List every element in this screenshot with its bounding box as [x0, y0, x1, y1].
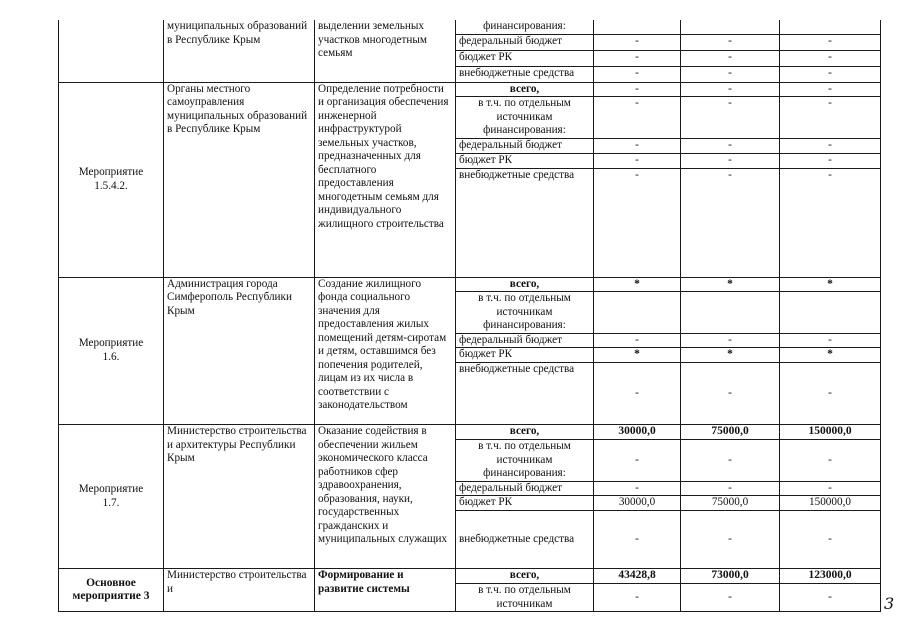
executor-cell: Министерство строительства и	[164, 569, 315, 612]
value-cell: -	[681, 97, 780, 139]
source-label: в т.ч. по отдельным источникам финансирования:	[456, 440, 594, 482]
measure-label: Мероприятие	[78, 337, 144, 350]
source-label: бюджет РК	[456, 50, 594, 66]
value-cell: 75000,0	[681, 496, 780, 511]
value-cell: -	[594, 138, 681, 153]
value-cell: -	[780, 481, 881, 496]
value-cell	[780, 292, 881, 334]
value-cell: -	[681, 363, 780, 425]
source-label: бюджет РК	[456, 496, 594, 511]
value-cell: *	[780, 277, 881, 292]
value-cell: -	[594, 511, 681, 569]
value-cell: -	[681, 584, 780, 612]
value-cell	[681, 292, 780, 334]
value-cell: -	[780, 50, 881, 66]
source-label: всего,	[456, 425, 594, 440]
value-cell: 150000,0	[780, 425, 881, 440]
executor-cell: Органы местного самоуправления муниципальных образований в Республике Крым	[164, 82, 315, 277]
source-label: всего,	[456, 569, 594, 584]
value-cell: 73000,0	[681, 569, 780, 584]
value-cell: -	[780, 153, 881, 168]
measure-cell	[59, 425, 164, 569]
value-cell: -	[594, 168, 681, 277]
executor-cell: муниципальных образований в Республике Крым	[164, 20, 315, 82]
value-cell: 30000,0	[594, 496, 681, 511]
value-cell: -	[681, 82, 780, 97]
source-label: внебюджетные средства	[456, 511, 594, 569]
value-cell: -	[594, 82, 681, 97]
table-row	[59, 425, 881, 440]
value-cell: -	[594, 153, 681, 168]
measure-label: Основное	[86, 576, 136, 589]
value-cell: -	[681, 153, 780, 168]
value-cell: -	[681, 333, 780, 348]
value-cell: -	[780, 363, 881, 425]
value-cell: -	[681, 66, 780, 82]
value-cell	[594, 292, 681, 334]
executor-cell: Министерство строительства и архитектуры Республики Крым	[164, 425, 315, 569]
value-cell: -	[780, 138, 881, 153]
measure-cell	[59, 20, 164, 82]
value-cell: -	[681, 440, 780, 482]
source-label: внебюджетные средства	[456, 363, 594, 425]
value-cell: -	[681, 481, 780, 496]
source-label: всего,	[456, 82, 594, 97]
value-cell: 43428,8	[594, 569, 681, 584]
description-cell: Оказание содействия в обеспечении жильем экономического класса работников сфер здравоохранения, образования, науки, государственных гражданских и муниципальных служащих	[315, 425, 456, 569]
value-cell: -	[594, 440, 681, 482]
value-cell: -	[594, 66, 681, 82]
source-label: бюджет РК	[456, 348, 594, 363]
value-cell: -	[594, 363, 681, 425]
source-label: федеральный бюджет	[456, 333, 594, 348]
value-cell: -	[780, 168, 881, 277]
value-cell: -	[780, 97, 881, 139]
source-label: в т.ч. по отдельным источникам финансирования:	[456, 97, 594, 139]
value-cell: 123000,0	[780, 569, 881, 584]
table-row	[59, 82, 881, 97]
value-cell: -	[681, 138, 780, 153]
measure-number: 1.7.	[102, 496, 120, 509]
source-label: в т.ч. по отдельным источникам финансирования:	[456, 292, 594, 334]
value-cell: -	[681, 168, 780, 277]
source-label: внебюджетные средства	[456, 168, 594, 277]
measure-number: мероприятие 3	[72, 590, 150, 602]
value-cell: -	[780, 34, 881, 50]
value-cell: -	[594, 481, 681, 496]
table-row	[59, 277, 881, 292]
value-cell: -	[594, 584, 681, 612]
value-cell: -	[780, 584, 881, 612]
value-cell: -	[681, 511, 780, 569]
measure-number: 1.5.4.2.	[94, 179, 128, 192]
source-label: внебюджетные средства	[456, 66, 594, 82]
table-row	[59, 20, 881, 34]
measure-label: Мероприятие	[78, 166, 144, 178]
description-cell: Определение потребности и организация обеспечения инженерной инфраструктурой земельных участков, предназначенных для бесплатного предоставления многодетным семьям для индивидуального жилищного строительства	[315, 82, 456, 277]
value-cell: -	[780, 333, 881, 348]
value-cell: -	[681, 50, 780, 66]
value-cell: -	[780, 511, 881, 569]
value-cell: -	[780, 440, 881, 482]
source-label: бюджет РК	[456, 153, 594, 168]
measure-cell	[59, 277, 164, 425]
page-number: 3	[884, 594, 895, 613]
value-cell: -	[681, 34, 780, 50]
value-cell: -	[780, 66, 881, 82]
value-cell: 75000,0	[681, 425, 780, 440]
value-cell	[594, 20, 681, 34]
value-cell: *	[594, 348, 681, 363]
source-label: федеральный бюджет	[456, 138, 594, 153]
value-cell: 30000,0	[594, 425, 681, 440]
measure-cell	[59, 82, 164, 277]
program-measures-table	[58, 20, 881, 612]
value-cell: *	[780, 348, 881, 363]
table-row	[59, 569, 881, 584]
value-cell: -	[594, 34, 681, 50]
value-cell	[681, 20, 780, 34]
value-cell: -	[780, 82, 881, 97]
description-cell: Формирование и развитие системы	[315, 569, 456, 612]
description-cell: выделении земельных участков многодетным семьям	[315, 20, 456, 82]
value-cell: *	[681, 348, 780, 363]
value-cell: -	[594, 333, 681, 348]
value-cell: *	[681, 277, 780, 292]
description-cell: Создание жилищного фонда социального значения для предоставления жилых помещений детям-сиротам и детям, оставшимся без попечения родителей, лицам из их числа в соответствии с законодательством	[315, 277, 456, 425]
source-label: всего,	[456, 277, 594, 292]
value-cell: 150000,0	[780, 496, 881, 511]
source-label: федеральный бюджет	[456, 481, 594, 496]
source-label: федеральный бюджет	[456, 34, 594, 50]
measure-cell	[59, 569, 164, 612]
measure-label: Мероприятие	[78, 483, 144, 495]
value-cell: -	[594, 97, 681, 139]
measure-number: 1.6.	[102, 350, 120, 363]
value-cell	[780, 20, 881, 34]
executor-cell: Администрация города Симферополь Республики Крым	[164, 277, 315, 425]
value-cell: *	[594, 277, 681, 292]
source-label: финансирования:	[456, 20, 594, 34]
value-cell: -	[594, 50, 681, 66]
source-label: в т.ч. по отдельным источникам	[456, 584, 594, 612]
